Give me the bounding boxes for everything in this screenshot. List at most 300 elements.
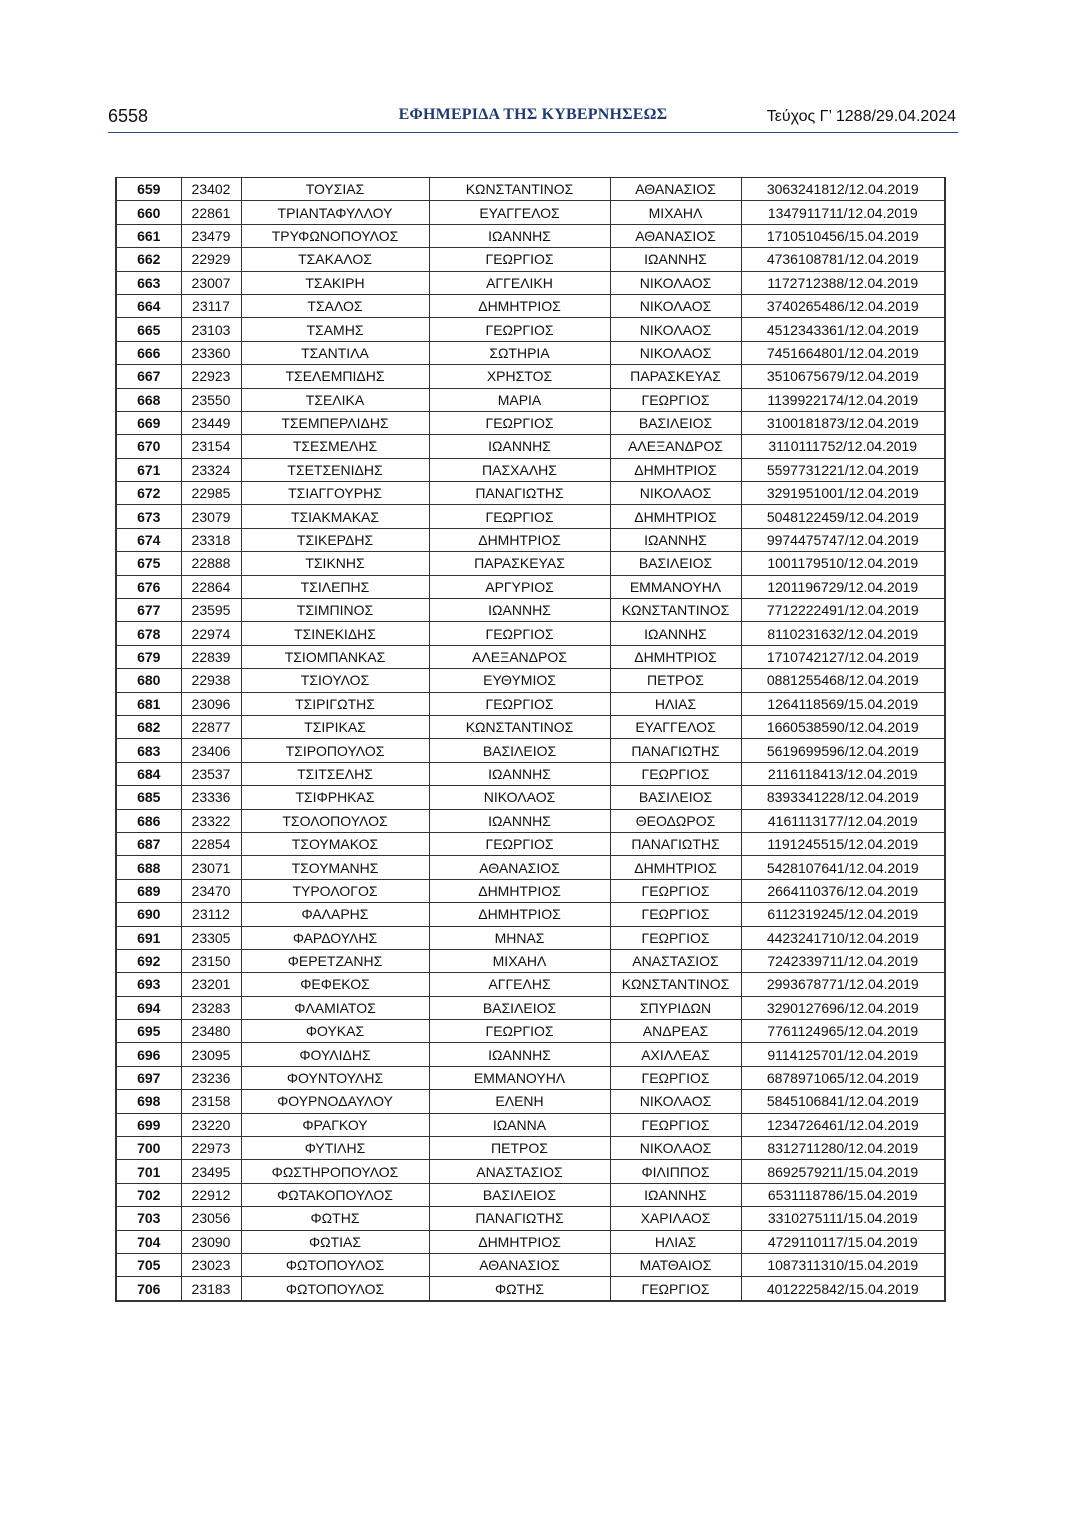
row-number-cell: 673 [116, 505, 181, 528]
row-number-cell: 661 [116, 224, 181, 247]
protocol-number-cell: 9974475747/12.04.2019 [741, 528, 945, 551]
table-row [116, 1043, 945, 1066]
first-name-cell: ΒΑΣΙΛΕΙΟΣ [429, 1183, 610, 1206]
table-row [116, 903, 945, 926]
table-row [116, 996, 945, 1019]
table-row [116, 482, 945, 505]
surname-cell: ΦΩΣΤΗΡΟΠΟΥΛΟΣ [241, 1160, 429, 1183]
first-name-cell: ΔΗΜΗΤΡΙΟΣ [429, 1230, 610, 1253]
row-number-cell: 676 [116, 575, 181, 598]
registration-id-cell: 22861 [181, 201, 241, 224]
surname-cell: ΤΟΥΣΙΑΣ [241, 178, 429, 201]
first-name-cell: ΔΗΜΗΤΡΙΟΣ [429, 528, 610, 551]
row-number-cell: 674 [116, 528, 181, 551]
protocol-number-cell: 5428107641/12.04.2019 [741, 856, 945, 879]
first-name-cell: ΑΛΕΞΑΝΔΡΟΣ [429, 645, 610, 668]
first-name-cell: ΕΜΜΑΝΟΥΗΛ [429, 1066, 610, 1089]
surname-cell: ΤΣΙΑΚΜΑΚΑΣ [241, 505, 429, 528]
father-name-cell: ΓΕΩΡΓΙΟΣ [610, 1277, 741, 1301]
father-name-cell: ΝΙΚΟΛΑΟΣ [610, 271, 741, 294]
registration-id-cell: 22985 [181, 482, 241, 505]
surname-cell: ΤΣΟΥΜΑΝΗΣ [241, 856, 429, 879]
row-number-cell: 689 [116, 879, 181, 902]
registration-id-cell: 22938 [181, 669, 241, 692]
row-number-cell: 687 [116, 832, 181, 855]
first-name-cell: ΑΘΑΝΑΣΙΟΣ [429, 856, 610, 879]
registration-id-cell: 23023 [181, 1253, 241, 1276]
surname-cell: ΤΣΙΚΕΡΔΗΣ [241, 528, 429, 551]
first-name-cell: ΠΑΣΧΑΛΗΣ [429, 458, 610, 481]
registration-id-cell: 23402 [181, 178, 241, 201]
registration-id-cell: 23007 [181, 271, 241, 294]
surname-cell: ΦΩΤΟΠΟΥΛΟΣ [241, 1253, 429, 1276]
first-name-cell: ΙΩΑΝΝΗΣ [429, 435, 610, 458]
surname-cell: ΤΣΕΤΣΕΝΙΔΗΣ [241, 458, 429, 481]
father-name-cell: ΧΑΡΙΛΑΟΣ [610, 1207, 741, 1230]
father-name-cell: ΝΙΚΟΛΑΟΣ [610, 1137, 741, 1160]
first-name-cell: ΓΕΩΡΓΙΟΣ [429, 692, 610, 715]
protocol-number-cell: 1710510456/15.04.2019 [741, 224, 945, 247]
protocol-number-cell: 3291951001/12.04.2019 [741, 482, 945, 505]
protocol-number-cell: 7451664801/12.04.2019 [741, 341, 945, 364]
father-name-cell: ΦΙΛΙΠΠΟΣ [610, 1160, 741, 1183]
table-row [116, 505, 945, 528]
surname-cell: ΤΣΑΚΙΡΗ [241, 271, 429, 294]
row-number-cell: 701 [116, 1160, 181, 1183]
protocol-number-cell: 4161113177/12.04.2019 [741, 809, 945, 832]
protocol-number-cell: 1660538590/12.04.2019 [741, 715, 945, 738]
protocol-number-cell: 6531118786/15.04.2019 [741, 1183, 945, 1206]
protocol-number-cell: 6112319245/12.04.2019 [741, 903, 945, 926]
registration-id-cell: 23449 [181, 411, 241, 434]
first-name-cell: ΙΩΑΝΝΗΣ [429, 1043, 610, 1066]
row-number-cell: 681 [116, 692, 181, 715]
protocol-number-cell: 2993678771/12.04.2019 [741, 973, 945, 996]
surname-cell: ΦΥΤΙΛΗΣ [241, 1137, 429, 1160]
registration-id-cell: 23236 [181, 1066, 241, 1089]
surname-cell: ΦΑΛΑΡΗΣ [241, 903, 429, 926]
table-row [116, 1207, 945, 1230]
surname-cell: ΤΥΡΟΛΟΓΟΣ [241, 879, 429, 902]
registration-id-cell: 22912 [181, 1183, 241, 1206]
row-number-cell: 705 [116, 1253, 181, 1276]
table-row [116, 762, 945, 785]
protocol-number-cell: 7242339711/12.04.2019 [741, 949, 945, 972]
registration-id-cell: 23495 [181, 1160, 241, 1183]
father-name-cell: ΓΕΩΡΓΙΟΣ [610, 762, 741, 785]
surname-cell: ΤΣΑΚΑΛΟΣ [241, 248, 429, 271]
first-name-cell: ΔΗΜΗΤΡΙΟΣ [429, 879, 610, 902]
surname-cell: ΤΡΙΑΝΤΑΦΥΛΛΟΥ [241, 201, 429, 224]
first-name-cell: ΓΕΩΡΓΙΟΣ [429, 1020, 610, 1043]
protocol-number-cell: 4736108781/12.04.2019 [741, 248, 945, 271]
protocol-number-cell: 5048122459/12.04.2019 [741, 505, 945, 528]
table-row [116, 248, 945, 271]
first-name-cell: ΠΕΤΡΟΣ [429, 1137, 610, 1160]
first-name-cell: ΦΩΤΗΣ [429, 1277, 610, 1301]
first-name-cell: ΕΥΘΥΜΙΟΣ [429, 669, 610, 692]
father-name-cell: ΜΑΤΘΑΙΟΣ [610, 1253, 741, 1276]
surname-cell: ΤΣΙΦΡΗΚΑΣ [241, 786, 429, 809]
row-number-cell: 694 [116, 996, 181, 1019]
father-name-cell: ΝΙΚΟΛΑΟΣ [610, 318, 741, 341]
father-name-cell: ΒΑΣΙΛΕΙΟΣ [610, 411, 741, 434]
registration-id-cell: 23090 [181, 1230, 241, 1253]
row-number-cell: 684 [116, 762, 181, 785]
surname-cell: ΤΣΙΜΠΙΝΟΣ [241, 599, 429, 622]
father-name-cell: ΓΕΩΡΓΙΟΣ [610, 879, 741, 902]
table-row [116, 271, 945, 294]
father-name-cell: ΑΛΕΞΑΝΔΡΟΣ [610, 435, 741, 458]
first-name-cell: ΚΩΝΣΤΑΝΤΙΝΟΣ [429, 715, 610, 738]
surname-cell: ΤΣΙΤΣΕΛΗΣ [241, 762, 429, 785]
first-name-cell: ΓΕΩΡΓΙΟΣ [429, 318, 610, 341]
protocol-number-cell: 1139922174/12.04.2019 [741, 388, 945, 411]
row-number-cell: 698 [116, 1090, 181, 1113]
protocol-number-cell: 4423241710/12.04.2019 [741, 926, 945, 949]
first-name-cell: ΓΕΩΡΓΙΟΣ [429, 622, 610, 645]
protocol-number-cell: 2116118413/12.04.2019 [741, 762, 945, 785]
father-name-cell: ΔΗΜΗΤΡΙΟΣ [610, 458, 741, 481]
protocol-number-cell: 3290127696/12.04.2019 [741, 996, 945, 1019]
surname-cell: ΦΩΤΑΚΟΠΟΥΛΟΣ [241, 1183, 429, 1206]
row-number-cell: 670 [116, 435, 181, 458]
first-name-cell: ΙΩΑΝΝΗΣ [429, 762, 610, 785]
table-row [116, 1113, 945, 1136]
table-row [116, 622, 945, 645]
row-number-cell: 659 [116, 178, 181, 201]
protocol-number-cell: 6878971065/12.04.2019 [741, 1066, 945, 1089]
protocol-number-cell: 4729110117/15.04.2019 [741, 1230, 945, 1253]
records-table [115, 177, 946, 1302]
protocol-number-cell: 5597731221/12.04.2019 [741, 458, 945, 481]
father-name-cell: ΑΝΔΡΕΑΣ [610, 1020, 741, 1043]
table-row [116, 318, 945, 341]
father-name-cell: ΑΧΙΛΛΕΑΣ [610, 1043, 741, 1066]
protocol-number-cell: 9114125701/12.04.2019 [741, 1043, 945, 1066]
surname-cell: ΤΣΟΛΟΠΟΥΛΟΣ [241, 809, 429, 832]
registration-id-cell: 23550 [181, 388, 241, 411]
father-name-cell: ΝΙΚΟΛΑΟΣ [610, 1090, 741, 1113]
table-row [116, 926, 945, 949]
father-name-cell: ΓΕΩΡΓΙΟΣ [610, 926, 741, 949]
registration-id-cell: 23322 [181, 809, 241, 832]
protocol-number-cell: 4012225842/15.04.2019 [741, 1277, 945, 1301]
registration-id-cell: 22923 [181, 365, 241, 388]
father-name-cell: ΘΕΟΔΩΡΟΣ [610, 809, 741, 832]
protocol-number-cell: 3510675679/12.04.2019 [741, 365, 945, 388]
father-name-cell: ΙΩΑΝΝΗΣ [610, 528, 741, 551]
father-name-cell: ΑΘΑΝΑΣΙΟΣ [610, 178, 741, 201]
table-row [116, 552, 945, 575]
table-row [116, 856, 945, 879]
surname-cell: ΦΕΦΕΚΟΣ [241, 973, 429, 996]
registration-id-cell: 23079 [181, 505, 241, 528]
father-name-cell: ΝΙΚΟΛΑΟΣ [610, 341, 741, 364]
first-name-cell: ΕΛΕΝΗ [429, 1090, 610, 1113]
table-row [116, 645, 945, 668]
registration-id-cell: 23056 [181, 1207, 241, 1230]
row-number-cell: 685 [116, 786, 181, 809]
protocol-number-cell: 1264118569/15.04.2019 [741, 692, 945, 715]
page-header [108, 104, 958, 133]
registration-id-cell: 23406 [181, 739, 241, 762]
table-row [116, 879, 945, 902]
protocol-number-cell: 3740265486/12.04.2019 [741, 294, 945, 317]
father-name-cell: ΠΑΝΑΓΙΩΤΗΣ [610, 832, 741, 855]
protocol-number-cell: 8393341228/12.04.2019 [741, 786, 945, 809]
table-row [116, 599, 945, 622]
first-name-cell: ΙΩΑΝΝΗΣ [429, 599, 610, 622]
first-name-cell: ΜΑΡΙΑ [429, 388, 610, 411]
surname-cell: ΤΣΙΑΓΓΟΥΡΗΣ [241, 482, 429, 505]
first-name-cell: ΒΑΣΙΛΕΙΟΣ [429, 739, 610, 762]
table-row [116, 201, 945, 224]
table-row [116, 809, 945, 832]
registration-id-cell: 23154 [181, 435, 241, 458]
table-row [116, 458, 945, 481]
table-row [116, 388, 945, 411]
row-number-cell: 702 [116, 1183, 181, 1206]
father-name-cell: ΚΩΝΣΤΑΝΤΙΝΟΣ [610, 973, 741, 996]
protocol-number-cell: 1172712388/12.04.2019 [741, 271, 945, 294]
father-name-cell: ΜΙΧΑΗΛ [610, 201, 741, 224]
first-name-cell: ΓΕΩΡΓΙΟΣ [429, 411, 610, 434]
first-name-cell: ΑΓΓΕΛΗΣ [429, 973, 610, 996]
registration-id-cell: 23112 [181, 903, 241, 926]
surname-cell: ΤΣΕΜΠΕΡΛΙΔΗΣ [241, 411, 429, 434]
table-row [116, 949, 945, 972]
first-name-cell: ΠΑΡΑΣΚΕΥΑΣ [429, 552, 610, 575]
first-name-cell: ΒΑΣΙΛΕΙΟΣ [429, 996, 610, 1019]
father-name-cell: ΙΩΑΝΝΗΣ [610, 248, 741, 271]
row-number-cell: 672 [116, 482, 181, 505]
father-name-cell: ΙΩΑΝΝΗΣ [610, 1183, 741, 1206]
registration-id-cell: 23095 [181, 1043, 241, 1066]
table-row [116, 786, 945, 809]
protocol-number-cell: 3110111752/12.04.2019 [741, 435, 945, 458]
protocol-number-cell: 1710742127/12.04.2019 [741, 645, 945, 668]
registration-id-cell: 23201 [181, 973, 241, 996]
table-row [116, 528, 945, 551]
registration-id-cell: 22854 [181, 832, 241, 855]
row-number-cell: 663 [116, 271, 181, 294]
protocol-number-cell: 8312711280/12.04.2019 [741, 1137, 945, 1160]
row-number-cell: 662 [116, 248, 181, 271]
records-table-body [116, 178, 945, 1301]
table-row [116, 575, 945, 598]
father-name-cell: ΔΗΜΗΤΡΙΟΣ [610, 645, 741, 668]
registration-id-cell: 23117 [181, 294, 241, 317]
surname-cell: ΤΡΥΦΩΝΟΠΟΥΛΟΣ [241, 224, 429, 247]
surname-cell: ΦΡΑΓΚΟΥ [241, 1113, 429, 1136]
registration-id-cell: 23096 [181, 692, 241, 715]
table-row [116, 178, 945, 201]
table-row [116, 1277, 945, 1301]
registration-id-cell: 23150 [181, 949, 241, 972]
surname-cell: ΦΑΡΔΟΥΛΗΣ [241, 926, 429, 949]
surname-cell: ΤΣΙΝΕΚΙΔΗΣ [241, 622, 429, 645]
table-row [116, 715, 945, 738]
row-number-cell: 688 [116, 856, 181, 879]
surname-cell: ΦΕΡΕΤΖΑΝΗΣ [241, 949, 429, 972]
protocol-number-cell: 1001179510/12.04.2019 [741, 552, 945, 575]
first-name-cell: ΜΙΧΑΗΛ [429, 949, 610, 972]
surname-cell: ΤΣΕΛΕΜΠΙΔΗΣ [241, 365, 429, 388]
protocol-number-cell: 4512343361/12.04.2019 [741, 318, 945, 341]
father-name-cell: ΗΛΙΑΣ [610, 1230, 741, 1253]
protocol-number-cell: 1234726461/12.04.2019 [741, 1113, 945, 1136]
surname-cell: ΦΟΥΛΙΔΗΣ [241, 1043, 429, 1066]
table-row [116, 1066, 945, 1089]
father-name-cell: ΕΥΑΓΓΕΛΟΣ [610, 715, 741, 738]
protocol-number-cell: 0881255468/12.04.2019 [741, 669, 945, 692]
surname-cell: ΦΩΤΙΑΣ [241, 1230, 429, 1253]
father-name-cell: ΕΜΜΑΝΟΥΗΛ [610, 575, 741, 598]
first-name-cell: ΠΑΝΑΓΙΩΤΗΣ [429, 1207, 610, 1230]
father-name-cell: ΒΑΣΙΛΕΙΟΣ [610, 552, 741, 575]
father-name-cell: ΝΙΚΟΛΑΟΣ [610, 294, 741, 317]
registration-id-cell: 23305 [181, 926, 241, 949]
surname-cell: ΦΟΥΚΑΣ [241, 1020, 429, 1043]
father-name-cell: ΓΕΩΡΓΙΟΣ [610, 388, 741, 411]
row-number-cell: 697 [116, 1066, 181, 1089]
protocol-number-cell: 5619699596/12.04.2019 [741, 739, 945, 762]
father-name-cell: ΔΗΜΗΤΡΙΟΣ [610, 856, 741, 879]
table-row [116, 1090, 945, 1113]
table-row [116, 341, 945, 364]
first-name-cell: ΙΩΑΝΝΗΣ [429, 809, 610, 832]
first-name-cell: ΓΕΩΡΓΙΟΣ [429, 248, 610, 271]
table-row [116, 1253, 945, 1276]
first-name-cell: ΙΩΑΝΝΑ [429, 1113, 610, 1136]
first-name-cell: ΔΗΜΗΤΡΙΟΣ [429, 294, 610, 317]
table-row [116, 739, 945, 762]
table-row [116, 294, 945, 317]
protocol-number-cell: 1087311310/15.04.2019 [741, 1253, 945, 1276]
father-name-cell: ΠΑΝΑΓΙΩΤΗΣ [610, 739, 741, 762]
first-name-cell: ΑΓΓΕΛΙΚΗ [429, 271, 610, 294]
father-name-cell: ΚΩΝΣΤΑΝΤΙΝΟΣ [610, 599, 741, 622]
father-name-cell: ΗΛΙΑΣ [610, 692, 741, 715]
surname-cell: ΤΣΙΟΜΠΑΝΚΑΣ [241, 645, 429, 668]
row-number-cell: 680 [116, 669, 181, 692]
first-name-cell: ΝΙΚΟΛΑΟΣ [429, 786, 610, 809]
protocol-number-cell: 1347911711/12.04.2019 [741, 201, 945, 224]
protocol-number-cell: 2664110376/12.04.2019 [741, 879, 945, 902]
first-name-cell: ΜΗΝΑΣ [429, 926, 610, 949]
row-number-cell: 695 [116, 1020, 181, 1043]
father-name-cell: ΓΕΩΡΓΙΟΣ [610, 1113, 741, 1136]
registration-id-cell: 23480 [181, 1020, 241, 1043]
surname-cell: ΤΣΙΛΕΠΗΣ [241, 575, 429, 598]
protocol-number-cell: 3310275111/15.04.2019 [741, 1207, 945, 1230]
registration-id-cell: 22974 [181, 622, 241, 645]
registration-id-cell: 23071 [181, 856, 241, 879]
surname-cell: ΤΣΑΜΗΣ [241, 318, 429, 341]
surname-cell: ΦΛΑΜΙΑΤΟΣ [241, 996, 429, 1019]
first-name-cell: ΑΝΑΣΤΑΣΙΟΣ [429, 1160, 610, 1183]
row-number-cell: 665 [116, 318, 181, 341]
registration-id-cell: 23336 [181, 786, 241, 809]
surname-cell: ΤΣΙΟΥΛΟΣ [241, 669, 429, 692]
first-name-cell: ΓΕΩΡΓΙΟΣ [429, 832, 610, 855]
registration-id-cell: 23220 [181, 1113, 241, 1136]
registration-id-cell: 23360 [181, 341, 241, 364]
registration-id-cell: 22888 [181, 552, 241, 575]
table-row [116, 1183, 945, 1206]
protocol-number-cell: 3100181873/12.04.2019 [741, 411, 945, 434]
table-row [116, 365, 945, 388]
row-number-cell: 682 [116, 715, 181, 738]
registration-id-cell: 23318 [181, 528, 241, 551]
protocol-number-cell: 7712222491/12.04.2019 [741, 599, 945, 622]
surname-cell: ΤΣΙΡΟΠΟΥΛΟΣ [241, 739, 429, 762]
father-name-cell: ΠΑΡΑΣΚΕΥΑΣ [610, 365, 741, 388]
row-number-cell: 675 [116, 552, 181, 575]
father-name-cell: ΑΘΑΝΑΣΙΟΣ [610, 224, 741, 247]
first-name-cell: ΔΗΜΗΤΡΙΟΣ [429, 903, 610, 926]
father-name-cell: ΙΩΑΝΝΗΣ [610, 622, 741, 645]
row-number-cell: 679 [116, 645, 181, 668]
first-name-cell: ΚΩΝΣΤΑΝΤΙΝΟΣ [429, 178, 610, 201]
first-name-cell: ΕΥΑΓΓΕΛΟΣ [429, 201, 610, 224]
registration-id-cell: 23470 [181, 879, 241, 902]
father-name-cell: ΑΝΑΣΤΑΣΙΟΣ [610, 949, 741, 972]
row-number-cell: 677 [116, 599, 181, 622]
first-name-cell: ΙΩΑΝΝΗΣ [429, 224, 610, 247]
surname-cell: ΤΣΙΡΙΓΩΤΗΣ [241, 692, 429, 715]
table-row [116, 1230, 945, 1253]
registration-id-cell: 23324 [181, 458, 241, 481]
father-name-cell: ΣΠΥΡΙΔΩΝ [610, 996, 741, 1019]
row-number-cell: 706 [116, 1277, 181, 1301]
surname-cell: ΦΟΥΝΤΟΥΛΗΣ [241, 1066, 429, 1089]
row-number-cell: 699 [116, 1113, 181, 1136]
row-number-cell: 669 [116, 411, 181, 434]
protocol-number-cell: 1201196729/12.04.2019 [741, 575, 945, 598]
table-row [116, 224, 945, 247]
row-number-cell: 671 [116, 458, 181, 481]
table-row [116, 1137, 945, 1160]
table-row [116, 669, 945, 692]
father-name-cell: ΒΑΣΙΛΕΙΟΣ [610, 786, 741, 809]
protocol-number-cell: 5845106841/12.04.2019 [741, 1090, 945, 1113]
first-name-cell: ΧΡΗΣΤΟΣ [429, 365, 610, 388]
father-name-cell: ΔΗΜΗΤΡΙΟΣ [610, 505, 741, 528]
protocol-number-cell: 1191245515/12.04.2019 [741, 832, 945, 855]
table-row [116, 692, 945, 715]
first-name-cell: ΑΘΑΝΑΣΙΟΣ [429, 1253, 610, 1276]
row-number-cell: 693 [116, 973, 181, 996]
registration-id-cell: 22973 [181, 1137, 241, 1160]
protocol-number-cell: 3063241812/12.04.2019 [741, 178, 945, 201]
registration-id-cell: 23283 [181, 996, 241, 1019]
surname-cell: ΦΟΥΡΝΟΔΑΥΛΟΥ [241, 1090, 429, 1113]
registration-id-cell: 23158 [181, 1090, 241, 1113]
first-name-cell: ΣΩΤΗΡΙΑ [429, 341, 610, 364]
first-name-cell: ΓΕΩΡΓΙΟΣ [429, 505, 610, 528]
registration-id-cell: 22864 [181, 575, 241, 598]
row-number-cell: 700 [116, 1137, 181, 1160]
father-name-cell: ΓΕΩΡΓΙΟΣ [610, 1066, 741, 1089]
row-number-cell: 667 [116, 365, 181, 388]
row-number-cell: 686 [116, 809, 181, 832]
registration-id-cell: 23595 [181, 599, 241, 622]
surname-cell: ΤΣΙΚΝΗΣ [241, 552, 429, 575]
registration-id-cell: 22877 [181, 715, 241, 738]
registration-id-cell: 22929 [181, 248, 241, 271]
